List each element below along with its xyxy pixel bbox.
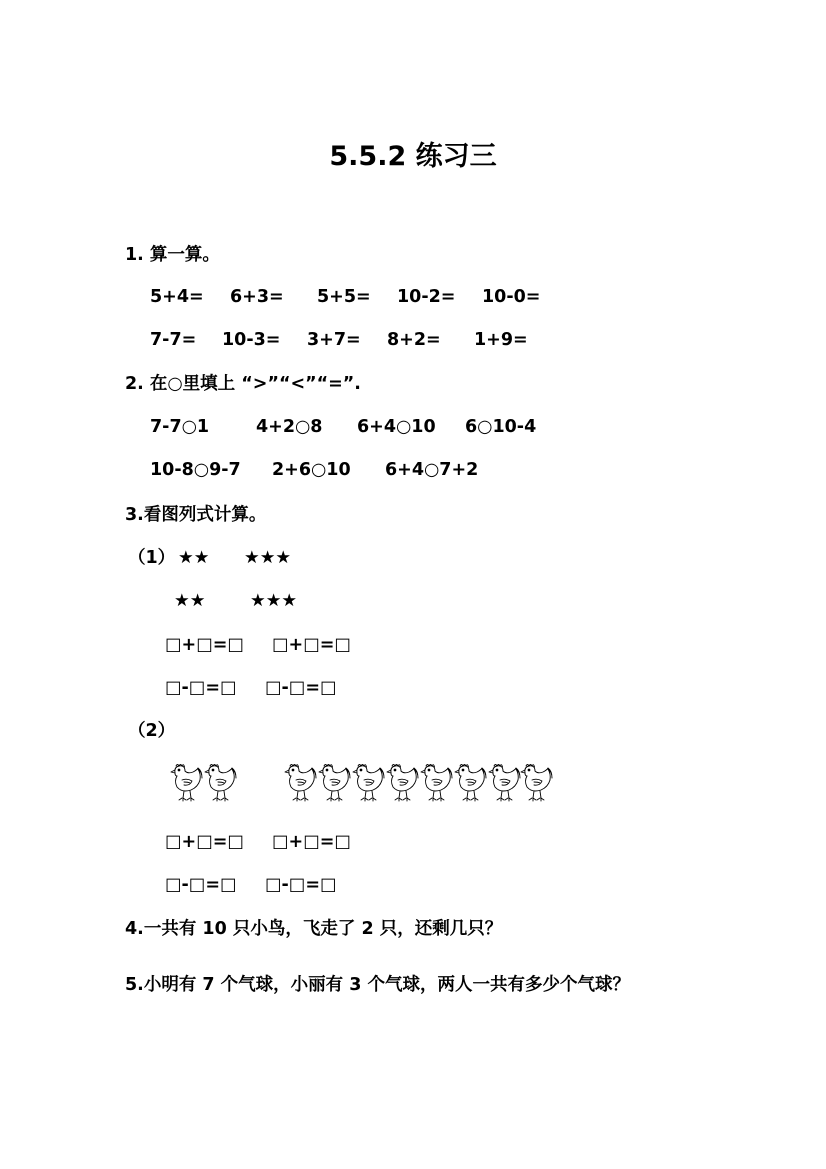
equation: 10-2= <box>397 287 456 307</box>
equation: 10-3= <box>222 330 281 350</box>
hen-icon <box>205 765 236 802</box>
comparison: 6+4○10 <box>357 417 436 437</box>
comparison: 7-7○1 <box>150 417 210 437</box>
equation: 6+3= <box>230 287 284 307</box>
equation: 8+2= <box>387 330 441 350</box>
hen-icon <box>421 765 452 802</box>
equation: 7-7= <box>150 330 197 350</box>
hen-icon <box>171 765 202 802</box>
stars-group: ★★★ <box>244 548 292 568</box>
question-2-heading: 2. 在○里填上 “>”“<”“=”. <box>125 374 361 394</box>
hen-icon <box>319 765 350 802</box>
blank-equation: □-□=□ <box>165 875 237 895</box>
blank-equation: □+□=□ <box>165 635 244 655</box>
comparison: 10-8○9-7 <box>150 460 241 480</box>
question-5: 5.小明有 7 个气球，小丽有 3 个气球，两人一共有多少个气球？ <box>125 975 631 995</box>
blank-equation: □-□=□ <box>265 678 337 698</box>
page-title: 5.5.2 练习三 <box>329 141 497 172</box>
blank-equation: □+□=□ <box>272 635 351 655</box>
hens-right-group <box>285 765 552 802</box>
comparison: 2+6○10 <box>272 460 351 480</box>
hens-left-group <box>171 765 236 802</box>
hen-icon <box>353 765 384 802</box>
hen-icon <box>387 765 418 802</box>
question-3-heading: 3.看图列式计算。 <box>125 505 267 525</box>
blank-equation: □-□=□ <box>265 875 337 895</box>
stars-group: ★★★ <box>250 591 298 611</box>
part-2-label-row <box>0 719 176 791</box>
hen-icon <box>521 765 552 802</box>
equation: 5+4= <box>150 287 204 307</box>
blank-equation: □+□=□ <box>272 832 351 852</box>
equation: 10-0= <box>482 287 541 307</box>
part-2-label: （2） <box>128 721 176 741</box>
hens-picture <box>170 760 560 806</box>
question-4: 4.一共有 10 只小鸟，飞走了 2 只，还剩几只？ <box>125 919 503 939</box>
equation: 3+7= <box>307 330 361 350</box>
question-1-heading: 1. 算一算。 <box>125 245 220 265</box>
equation: 1+9= <box>474 330 528 350</box>
blank-equation: □-□=□ <box>165 678 237 698</box>
equation: 5+5= <box>317 287 371 307</box>
hen-icon <box>455 765 486 802</box>
blank-equation: □+□=□ <box>165 832 244 852</box>
comparison: 6○10-4 <box>465 417 537 437</box>
comparison: 6+4○7+2 <box>385 460 479 480</box>
hen-icon <box>489 765 520 802</box>
stars-group: ★★ <box>174 591 206 611</box>
stars-group: ★★ <box>178 548 210 568</box>
comparison: 4+2○8 <box>256 417 323 437</box>
hen-icon <box>285 765 316 802</box>
part-1-label: （1） <box>128 548 176 568</box>
